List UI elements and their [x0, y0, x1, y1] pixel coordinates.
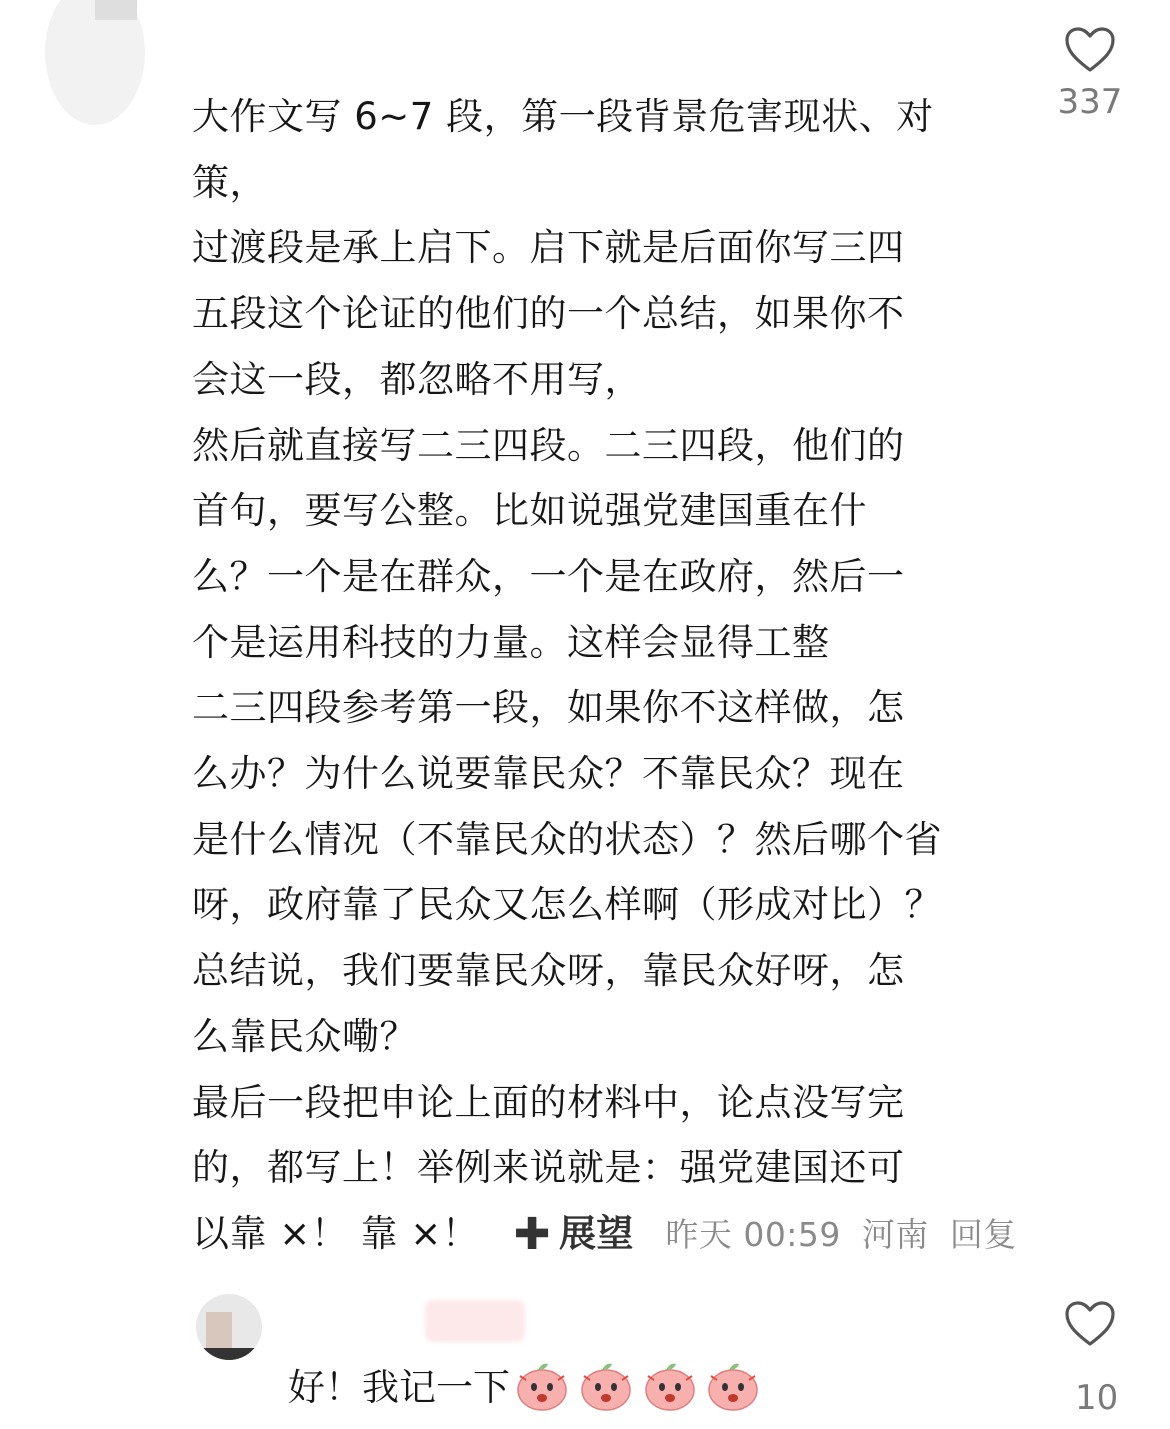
heart-outline-icon — [1064, 1300, 1116, 1348]
comment-line: 二三四段参考第一段，如果你不这样做，怎 — [192, 686, 905, 730]
angry-peach-emoji — [705, 1360, 761, 1412]
expand-button[interactable] — [513, 1208, 648, 1260]
reply-button[interactable]: 回复 — [949, 1214, 1017, 1254]
angry-peach-emoji — [514, 1360, 570, 1412]
comment-line: 以靠 ×！ 靠 ×！ — [192, 1211, 480, 1255]
comment-line: 么办？为什么说要靠民众？不靠民众？现在 — [192, 752, 905, 796]
comment-line: 个是运用科技的力量。这样会显得工整 — [192, 620, 830, 664]
username[interactable] — [190, 30, 360, 66]
comment-line: 五段这个论证的他们的一个总结，如果你不 — [192, 292, 905, 336]
angry-peach-emoji — [642, 1360, 698, 1412]
avatar-face — [206, 1312, 232, 1352]
comment-line: 会这一段，都忽略不用写， — [192, 357, 642, 401]
comment-line: 么？一个是在群众，一个是在政府，然后一 — [192, 554, 905, 598]
comment-time: 昨天 00:59 — [665, 1214, 841, 1254]
comment-line: 呀，政府靠了民众又怎么样啊（形成对比）？ — [192, 883, 942, 927]
comment-line: 过渡段是承上启下。启下就是后面你写三四 — [192, 226, 905, 270]
author-badge — [425, 1300, 525, 1342]
like-button[interactable] — [1040, 26, 1140, 122]
avatar-shadow — [196, 1348, 262, 1360]
avatar[interactable] — [45, 0, 145, 125]
reply-username[interactable] — [285, 1296, 425, 1332]
comment-line: 的，都写上！举例来说就是：强党建国还可 — [192, 1146, 905, 1190]
expand-label: 展望 — [558, 1211, 634, 1255]
comment-text — [192, 84, 1017, 1268]
like-count: 337 — [1057, 82, 1123, 122]
comment-line: 策， — [192, 160, 267, 204]
avatar-blur — [95, 0, 137, 20]
comment-line: 是什么情况（不靠民众的状态）？然后哪个省 — [192, 817, 942, 861]
comment-last-line — [192, 1201, 1017, 1268]
plus-icon: ✚ — [513, 1208, 551, 1260]
comment-meta — [665, 1215, 1027, 1254]
comment-line: 最后一段把申论上面的材料中，论点没写完 — [192, 1080, 905, 1124]
comment-line: 总结说，我们要靠民众呀，靠民众好呀，怎 — [192, 949, 905, 993]
comment-line: 大作文写 6~7 段，第一段背景危害现状、对 — [192, 95, 934, 138]
reply-text-content: 好！我记一下 — [288, 1366, 510, 1409]
comment-line: 么靠民众嘞？ — [192, 1014, 417, 1058]
reply-like-count: 10 — [1075, 1378, 1119, 1418]
heart-outline-icon — [1064, 26, 1116, 74]
angry-peach-emoji — [578, 1360, 634, 1412]
comment-location: 河南 — [861, 1214, 929, 1254]
comment-line: 然后就直接写二三四段。二三四段，他们的 — [192, 423, 905, 467]
emoji-row — [514, 1360, 757, 1428]
reply-like-button[interactable] — [1040, 1300, 1140, 1348]
reply-avatar[interactable] — [196, 1294, 262, 1360]
reply-text — [288, 1360, 757, 1428]
comment-line: 首句，要写公整。比如说强党建国重在什 — [192, 489, 867, 533]
